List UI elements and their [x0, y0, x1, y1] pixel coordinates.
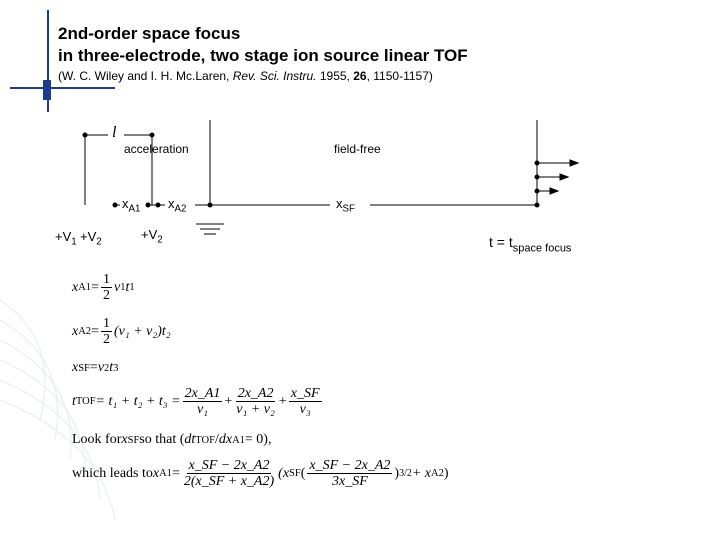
- ion-dot-1: [535, 161, 539, 165]
- acceleration-label: acceleration: [124, 142, 189, 156]
- ion-dot-2: [535, 175, 539, 179]
- fraction-result-2: $\frac{x\_SF - 2x\_A2}{3x\_SF}$: [309, 458, 391, 489]
- voltage-v2-label-left: $+V_2$: [80, 229, 102, 248]
- xa2-dot-left: [156, 203, 160, 207]
- fraction-term-2: $\frac{2x\_A2}{\text{v₁ + v₂}}$: [236, 386, 275, 417]
- xa1-dot-right: [146, 203, 150, 207]
- xsf-label: $x_{SF}$: [336, 196, 355, 215]
- fraction-half-1: $\frac{1}{2}$: [102, 272, 110, 303]
- xa1-label: $x_{A1}$: [122, 196, 141, 215]
- citation-journal: Rev. Sci. Instru.: [232, 69, 317, 83]
- citation-pages: , 1150-1157): [366, 69, 433, 83]
- fraction-half-2: $\frac{1}{2}$: [102, 316, 110, 347]
- result-equation: which leads to x A1 = $\frac{x\_SF - 2x\_A2}{2(x\_SF + x\_A2)}$ (x SF ( $\frac{x\_SF - 2x\_A2}{3x\_SF}$ ) 3/2 + x A2 ): [72, 458, 449, 489]
- xa2-dot-right: [208, 203, 212, 207]
- ion-arrowhead-2: [560, 174, 568, 180]
- ion-dot-3: [535, 189, 539, 193]
- voltage-v2-label-right: $+V_2$: [141, 227, 163, 246]
- fieldfree-label: field-free: [334, 142, 381, 156]
- l-dot-right: [150, 133, 154, 137]
- time-space-focus-label: $t = t_{space focus}$: [489, 234, 572, 255]
- ion-arrowhead-1: [570, 160, 578, 166]
- title-line-2: in three-electrode, two stage ion source linear TOF: [58, 46, 468, 65]
- citation-authors: (W. C. Wiley and I. H. Mc.Laren,: [58, 69, 233, 83]
- fraction-result-1: $\frac{x\_SF - 2x\_A2}{2(x\_SF + x\_A2)}$: [183, 458, 275, 489]
- l-label: l: [112, 124, 117, 141]
- voltage-v1-label: $+V_1$: [55, 229, 77, 248]
- citation-year: 1955,: [316, 69, 354, 83]
- fraction-term-3: $\frac{x\_SF}{\text{v₃}}$: [290, 386, 320, 417]
- condition-text: Look for x SF so that ( dt TOF / dx A1 = 0),: [72, 432, 272, 447]
- equation-ttof: t TOF = t₁ + t₂ + t₃ = $\frac{2x\_A1}{\text{v₁}}$ + $\frac{2x\_A2}{\text{v₁ + v₂}}$ + $\frac{x\_SF}{\text{v₃}}$: [72, 386, 320, 417]
- l-dot-left: [83, 133, 87, 137]
- equation-xa2: x A2 = $\frac{1}{2}$ (v₁ + v₂)t₂: [72, 316, 171, 347]
- xa1-dot-left: [113, 203, 117, 207]
- title-line-1: 2nd-order space focus: [58, 24, 241, 43]
- ion-arrowhead-3: [550, 188, 558, 194]
- fraction-term-1: $\frac{2x\_A1}{\text{v₁}}$: [184, 386, 221, 417]
- equation-xsf: x SF = v 2 t 3: [72, 360, 119, 375]
- citation-volume: 26: [353, 69, 367, 83]
- xa2-label: $x_{A2}$: [168, 196, 187, 215]
- xsf-dot-right: [535, 203, 539, 207]
- equation-xa1: x A1 = $\frac{1}{2}$ v 1 t 1: [72, 272, 135, 303]
